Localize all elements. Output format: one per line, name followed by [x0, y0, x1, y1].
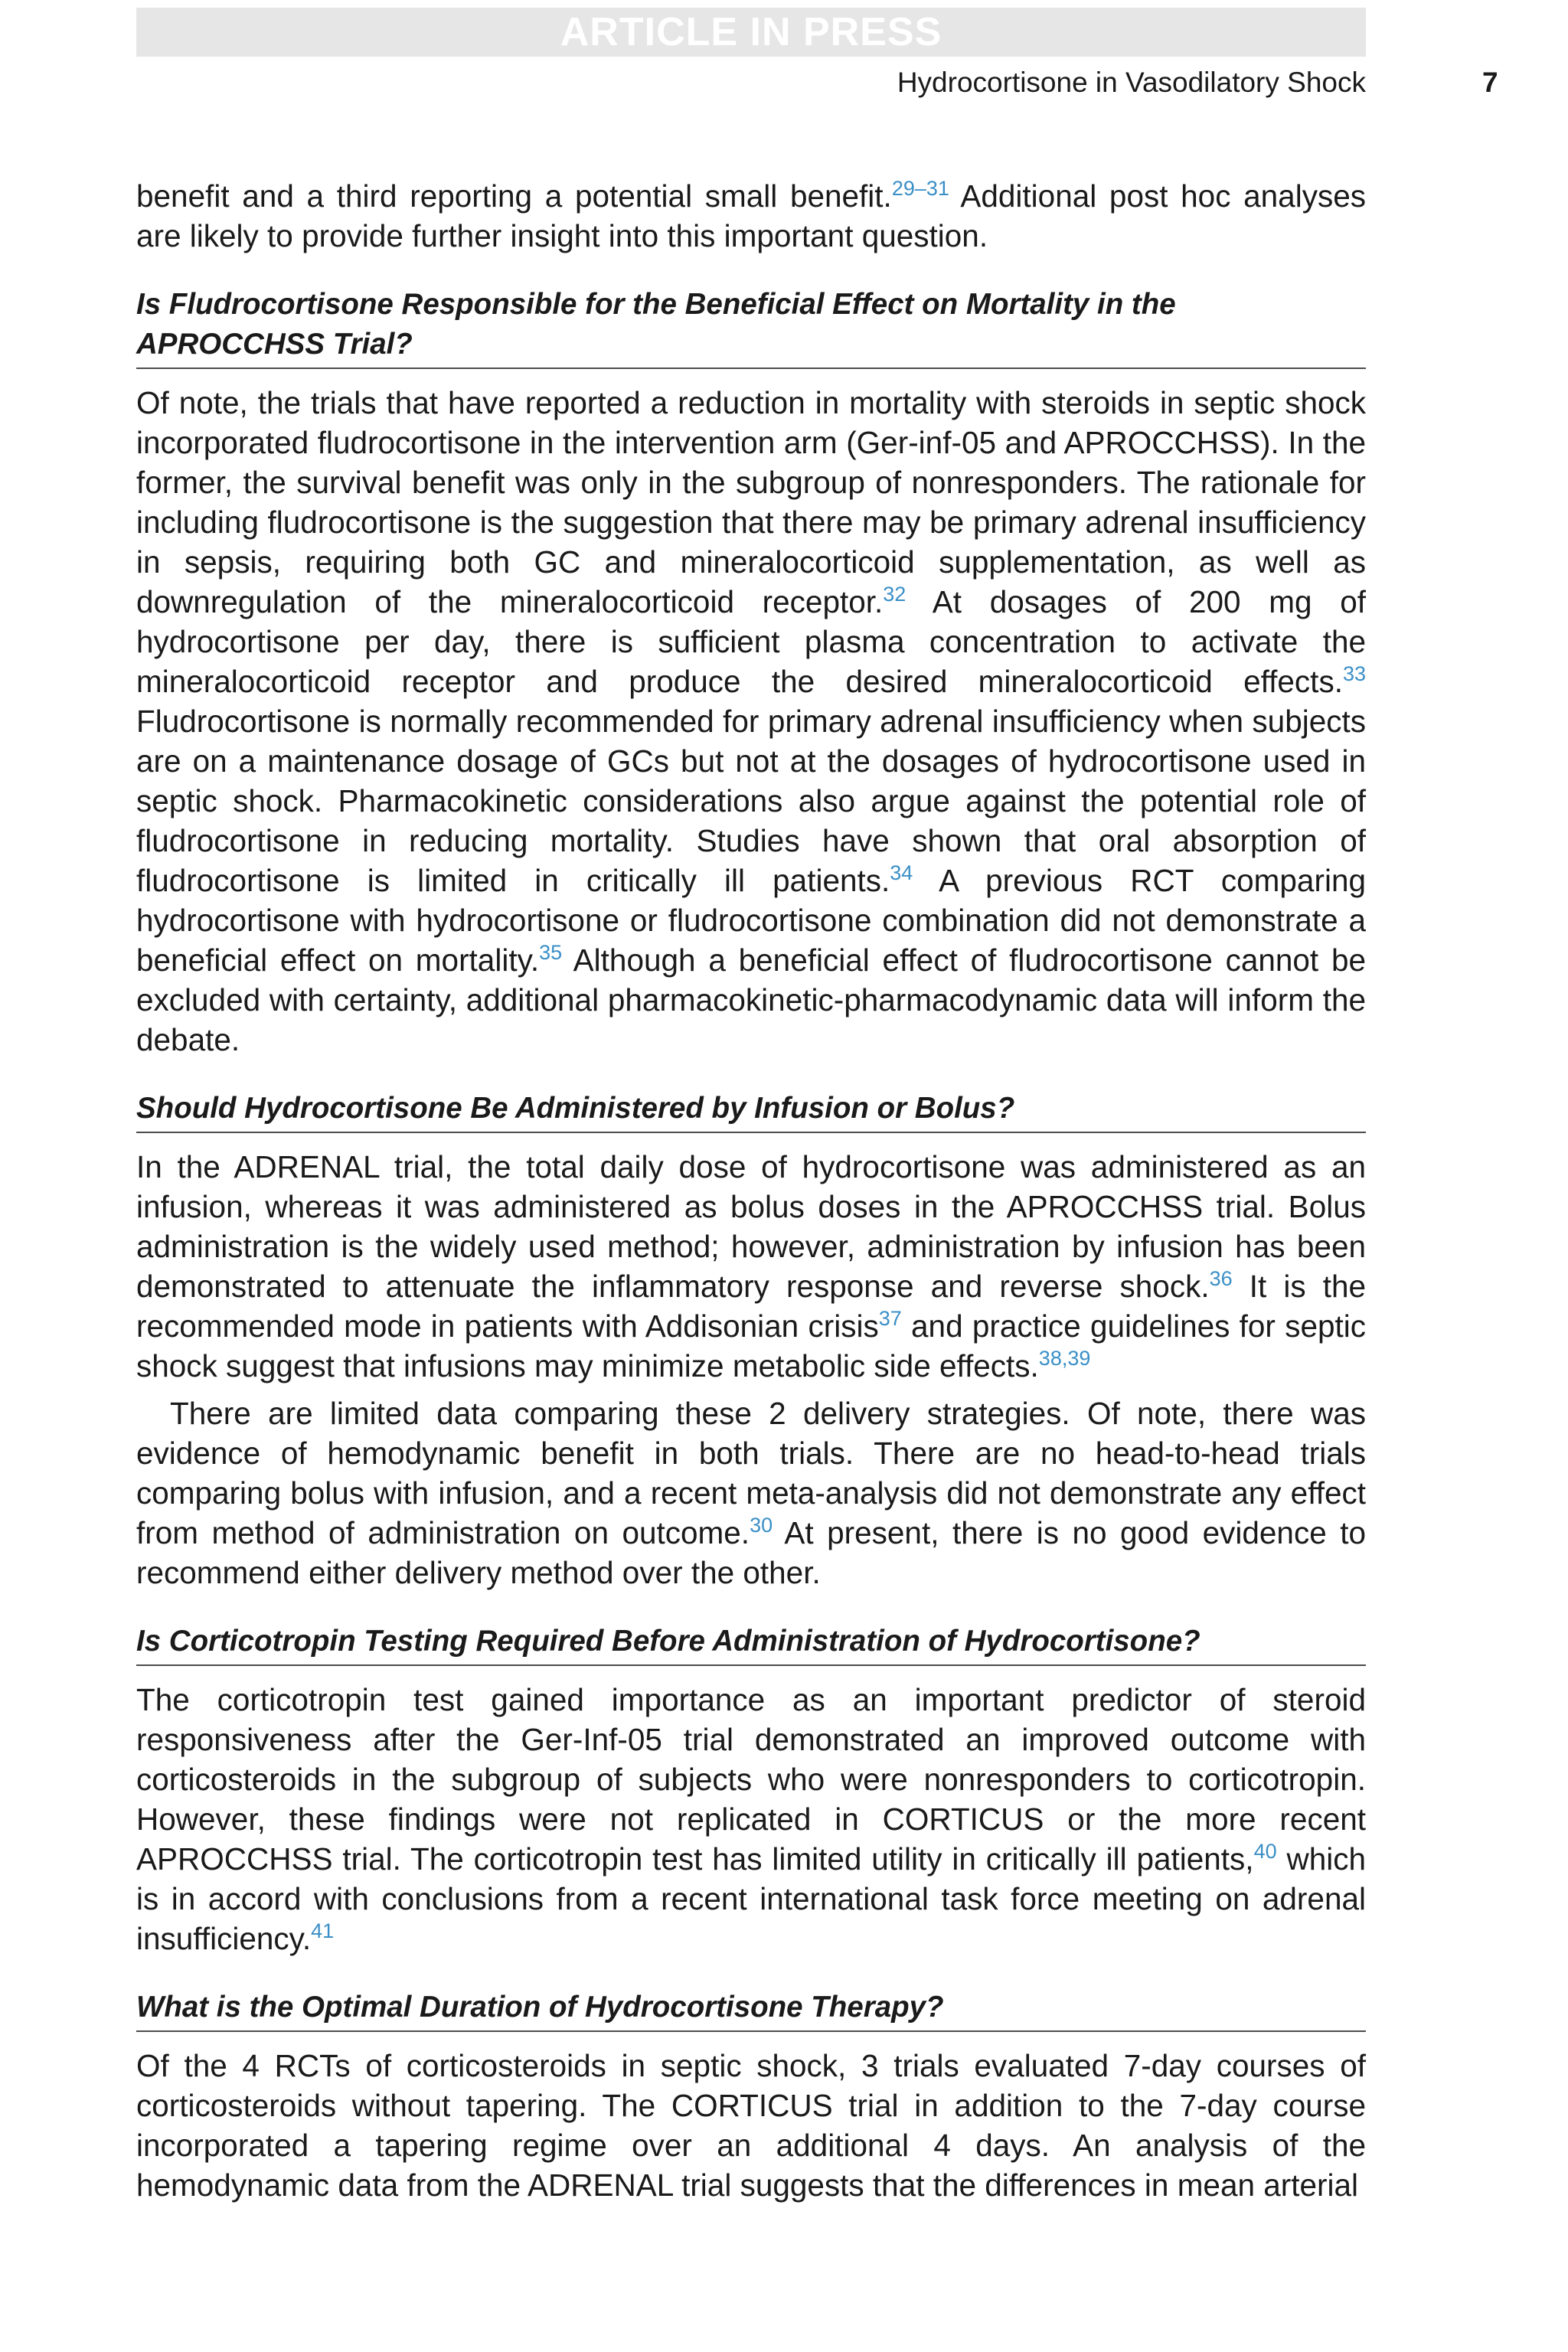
section-heading-infusion-bolus: Should Hydrocortisone Be Administered by Infusion or Bolus? — [136, 1089, 1366, 1133]
running-title: Hydrocortisone in Vasodilatory Shock — [897, 67, 1366, 98]
intro-paragraph: benefit and a third reporting a potential small benefit.$^{29-31}$ Additional post hoc analyses are likely to provide further insight into this important question. — [136, 177, 1366, 253]
fludrocortisone-paragraph: Of note, the trials that have reported a reduction in mortality with steroids in septic shock incorporated fludrocortisone in the intervention arm (Ger-inf-05 and APROCCHSS). In the former, the survival benefit was only in the subgroup of nonresponders. The rationale for including fludrocortisone is the suggestion that there may be primary adrenal insufficiency in sepsis, requiring both GC and mineralocorticoid supplementation, as well as downregulation of the mineralocorticoid receptor.$^{32}$ At dosages of 200 mg of hydrocortisone per day, there is sufficient plasma concentration to activate the mineralocorticoid receptor and produce the desired mineralocorticoid effects.$^{33}$ Fludrocortisone is normally recommended for primary adrenal insufficiency when subjects are on a maintenance dosage of GCs but not at the dosages of hydrocortisone used in septic shock. Pharmacokinetic considerations also argue against the potential role of fludrocortisone in reducing mortality. Studies have shown that oral absorption of fludrocortisone is limited in critically ill patients.$^{34}$ A previous RCT comparing hydrocortisone with hydrocortisone or fludrocortisone combination did not demonstrate a beneficial effect on mortality.$^{35}$ Although a beneficial effect of fludrocortisone cannot be excluded with certainty, additional pharmacokinetic-pharmacodynamic data will inform the debate. — [136, 385, 1366, 1057]
citation-link[interactable]: 40 — [1253, 1840, 1277, 1863]
citation-link[interactable]: 30 — [750, 1514, 773, 1537]
article-body — [136, 176, 1366, 2205]
duration-paragraph: Of the 4 RCTs of corticosteroids in septic shock, 3 trials evaluated 7-day courses of corticosteroids without tapering. The CORTICUS trial in addition to the 7-day course incorporated a tapering regime over an additional 4 days. An analysis of the hemodynamic data from the ADRENAL trial suggests that the differences in mean arterial — [136, 2048, 1366, 2203]
article-in-press-banner — [136, 8, 1366, 57]
citation-link[interactable]: 32 — [883, 583, 906, 606]
banner-text: ARTICLE IN PRESS — [560, 10, 942, 54]
page-number: 7 — [1482, 67, 1498, 98]
citation-link[interactable]: 36 — [1209, 1267, 1233, 1290]
section-heading-corticotropin: Is Corticotropin Testing Required Before Administration of Hydrocortisone? — [136, 1622, 1366, 1666]
infusion-paragraph-2: There are limited data comparing these 2 delivery strategies. Of note, there was evidence of hemodynamic benefit in both trials. There are no head-to-head trials comparing bolus with infusion, and a recent meta-analysis did not demonstrate any effect from method of administration on outcome.$^{30}$ At present, there is no good evidence to recommend either delivery method over the other. — [136, 1396, 1366, 1590]
infusion-paragraph-1: In the ADRENAL trial, the total daily dose of hydrocortisone was administered as an infusion, whereas it was administered as bolus doses in the APROCCHSS trial. Bolus administration is the widely used method; however, administration by infusion has been demonstrated to attenuate the inflammatory response and reverse shock.$^{36}$ It is the recommended mode in patients with Addisonian crisis$^{37}$ and practice guidelines for septic shock suggest that infusions may minimize metabolic side effects.$^{38,39}$ — [136, 1149, 1367, 1383]
citation-link[interactable]: 34 — [890, 861, 913, 884]
citation-link[interactable]: 33 — [1342, 662, 1366, 685]
citation-link[interactable]: 41 — [311, 1919, 335, 1942]
citation-link[interactable]: 37 — [878, 1307, 902, 1330]
section-heading-duration: What is the Optimal Duration of Hydrocortisone Therapy? — [136, 1988, 1366, 2032]
citation-link[interactable]: 29–31 — [891, 177, 949, 200]
citation-link[interactable]: 35 — [539, 941, 563, 964]
citation-link[interactable]: 38,39 — [1038, 1347, 1091, 1370]
section-heading-fludrocortisone: Is Fludrocortisone Responsible for the Beneficial Effect on Mortality in the APROCCHSS Trial? — [136, 285, 1366, 369]
corticotropin-paragraph: The corticotropin test gained importance as an important predictor of steroid responsiveness after the Ger-Inf-05 trial demonstrated an improved outcome with corticosteroids in the subgroup of subjects who were nonresponders to corticotropin. However, these findings were not replicated in CORTICUS or the more recent APROCCHSS trial. The corticotropin test has limited utility in critically ill patients,$^{40}$ which is in accord with conclusions from a recent international task force meeting on adrenal insufficiency.$^{41}$ — [136, 1682, 1367, 1956]
